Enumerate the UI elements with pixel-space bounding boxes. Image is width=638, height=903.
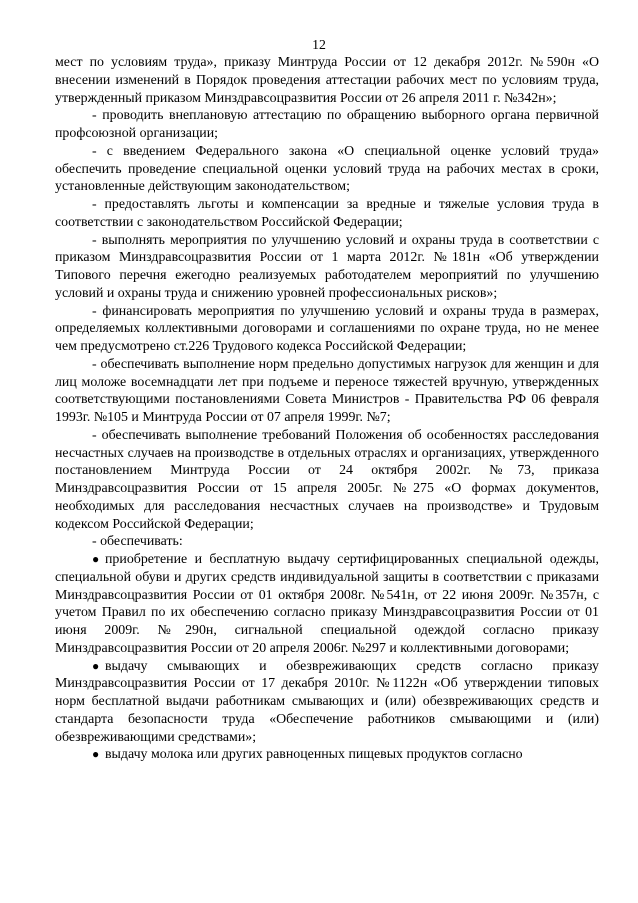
page-number: 12 (312, 37, 326, 52)
paragraph-unplanned-attestation: - проводить внеплановую аттестацию по обращению выборного органа первичной профсоюзной организации; (55, 108, 599, 141)
paragraph-continuation: мест по условиям труда», приказу Минтруда России от 12 декабря 2012г. №590н «О внесении изменений в Порядок проведения аттестации рабочих мест по условиям труда, утвержденный приказом Минздравсоцразвития России от 26 апреля 2011 г. №342н»; (55, 55, 599, 106)
bullet-item-protective-clothing (55, 551, 599, 658)
document-body (55, 54, 599, 764)
bullet-item-text: выдачу смывающих и обезвреживающих средств согласно приказу Минздравсоцразвития России от 17 декабря 2010г. №1122н «Об утверждении типовых норм бесплатной выдачи работникам смывающих и (или) обезвреживающих средств и стандарта безопасности труда «Обеспечение работников смывающими и (или) обезвреживающими средствами»; (55, 658, 599, 745)
paragraph-special-assessment: - с введением Федерального закона «О специальной оценке условий труда» обеспечить проведение специальной оценки условий труда на рабочих местах в сроки, установленные действующим законодательством; (55, 143, 599, 195)
bullet-item-text: выдачу молока или других равноценных пищевых продуктов согласно (105, 747, 523, 763)
bullet-icon: ● (92, 747, 100, 762)
bullet-item-cleansing-agents (55, 658, 599, 747)
bullet-icon: ● (92, 552, 100, 566)
paragraph-provide: - обеспечивать: (92, 534, 183, 550)
paragraph-benefits-compensation: - предоставлять льготы и компенсации за вредные и тяжелые условия труда в соответствии с законодательством Российской Федерации; (55, 197, 599, 230)
bullet-item-text: приобретение и бесплатную выдачу сертифицированных специальной одежды, специальной обуви и других средств индивидуальной защиты в соответствии с приказами Минздравсоцразвития России от 01 октября 2008г. №541н, от 22 июня 2009г. №357н, с учетом Правил по их обеспечению согласно приказу Минздравсоцразвития России от 01 июня 2009г. №290н, сигнальной специальной одеждой согласно приказу Минздравсоцразвития России от 20 апреля 2006г. №297 и коллективными договорами; (55, 552, 599, 656)
paragraph-accident-investigation: - обеспечивать выполнение требований Положения об особенностях расследования несчастных случаев на производстве в отдельных отраслях и организациях, утвержденного постановлением Минтруда России от 24 октября 2002г. №73, приказа Минздравсоцразвития России от 15 апреля 2005г. №275 «О формах документов, необходимых для расследования несчастных случаев на производстве» и Трудовым кодексом Российской Федерации; (55, 427, 599, 532)
bullet-icon: ● (92, 658, 100, 673)
bullet-item-milk (55, 746, 599, 764)
paragraph-financing: - финансировать мероприятия по улучшению условий и охраны труда в размерах, определяемых коллективными договорами и соглашениями по охране труда, но не менее чем предусмотрено ст.226 Трудового кодекса Российской Федерации; (55, 303, 599, 354)
paragraph-load-norms: - обеспечивать выполнение норм предельно допустимых нагрузок для женщин и для лиц моложе восемнадцати лет при подъеме и переносе тяжестей вручную, утвержденных соответствующими постановлениями Совета Министров - Правительства РФ 06 февраля 1993г. №105 и Минтруда России от 07 апреля 1999г. №7; (55, 356, 599, 425)
paragraph-safety-measures: - выполнять мероприятия по улучшению условий и охраны труда в соответствии с приказом Минздравсоцразвития России от 1 марта 2012г. №181н «Об утверждении Типового перечня ежегодно реализуемых работодателем мероприятий по улучшению условий и охраны труда и снижению уровней профессиональных рисков»; (55, 232, 599, 301)
